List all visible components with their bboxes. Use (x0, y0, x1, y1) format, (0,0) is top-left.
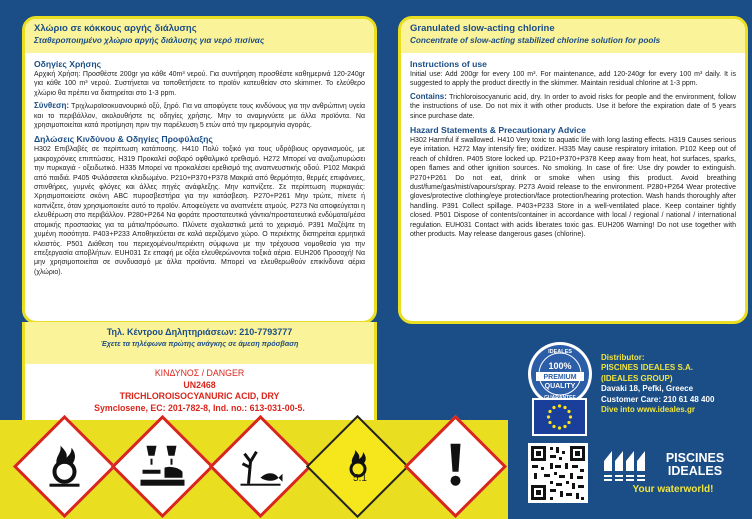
dead-tree-and-fish-icon (237, 441, 285, 487)
distributor-info (601, 353, 746, 415)
un-number: UN2468 (183, 379, 216, 390)
greek-subtitle: Σταθεροποιημένο χλώριο αργής διάλυσης για νερό πισίνας (34, 36, 265, 45)
distributor-phone: Customer Care: 210 61 48 400 (601, 394, 715, 404)
english-usage-text: Initial use: Add 200gr for every 100 m³. For maintenance, add 120-240gr for every 100 m³ daily. It is suggested to apply the product directly in the skimmer. Maintain residual chlorine at 1-3 ppm. (410, 71, 736, 88)
distributor-website[interactable]: Dive into www.ideales.gr (601, 405, 695, 415)
english-info-panel (398, 16, 748, 324)
qr-code[interactable] (528, 443, 588, 503)
distributor-label: Distributor: (601, 353, 645, 362)
distributor-group: (IDEALES GROUP) (601, 373, 673, 383)
poison-center-note: Έχετε τα τηλέφωνα πρώτης ανάγκης σε άμεση πρόσβαση (100, 339, 299, 348)
english-usage-heading: Instructions of use (410, 59, 487, 69)
greek-title: Χλώριο σε κόκκους αργής διάλυσης (34, 23, 197, 34)
distributor-name: PISCINES IDEALES S.A. (601, 363, 694, 373)
badge-top-text: IDEALES (548, 349, 572, 355)
english-contents-text: Trichloroisocyanuric acid, dry. In order to avoid risks for people and the environment, follow the instructions of use. Do not mix it with other products. Use it before the expiration date of 5 years since purchase date. (410, 93, 736, 120)
logo-line2: IDEALES (667, 464, 723, 478)
exclamation-mark-icon (446, 441, 466, 487)
badge-line1: PREMIUM (543, 374, 577, 381)
greek-info-panel (22, 16, 377, 324)
danger-box (22, 364, 377, 420)
danger-signal-word: ΚΙΝΔΥΝΟΣ / DANGER (154, 368, 245, 378)
greek-hazard-text: H302 Επιβλαβές σε περίπτωση κατάποσης. H410 Πολύ τοξικό για τους υδρόβιους οργανισμούς, με μακροχρόνιες επιπτώσεις. H319 Προκαλεί σοβαρό οφθαλμικό ερεθισμό. H272 Μπορεί να αναζωπυρώσει την πυρκαγιά - οξειδωτικό. H335 Μπορεί να προκαλέσει ερεθισμό της αναπνευστικής οδού. P102 Μακριά από παιδιά. P405 Φυλάσσεται κλειδωμένο. P210+P370+P378 Μακριά από θερμότητα, θερμές επιφάνειες, σπινθήρες, γυμνές φλόγες και άλλες πηγές ανάφλεξης. Μην καπνίζετε. Σε περίπτωση πυρκαγιάς: Χρησιμοποιείστε σκόνη ABC πυροσβεστήρα για την κατάσβεση. P270+P261 Μην τρώτε, πίνετε ή καπνίζετε, όταν χρησιμοποιείτε αυτό το προϊόν. Αποφεύγετε να αναπνέετε ατμούς. P273 Να αποφεύγεται η ελευθέρωση στο περιβάλλον. P280+P264 Να φοράτε προστατευτικά γάντια/προστατευτικά ενδύματα/μέσα ατομικής προστασίας για τα μάτια/πρόσωπο. Πλύνετε σχολαστικά μετά το χειρισμό. P391 Μαζέψτε τη χυμένη ποσότητα. P403+P233 Αποθηκεύεται σε καλά αεριζόμενο χώρο. Ο περιέκτης διατηρείται ερμητικά κλειστός. P501 Διάθεση του περιεχομένου/περιέκτη σύμφωνα με την τρέχουσα νομοθεσία για την επεξεργασία αποβλήτων. EUH031 Σε επαφή με οξέα ελευθερώνονται τοξικά αέρια. EUH206 Προσοχή! Να μην χρησιμοποιείται σε συνδυασμό με άλλα προϊόντα. Μπορεί να ελευθερωθούν επικίνδυνα αέρια (χλώριο). (34, 146, 365, 276)
greek-usage-heading: Οδηγίες Χρήσης (34, 59, 102, 69)
greek-composition-text: Τριχλωροϊσοκυανουρικό οξύ, ξηρό. Για να αποφύγετε τους κινδύνους για την ανθρώπινη υγεία και το περιβάλλον, ακολουθήστε τις οδηγίες χρήσης. Μην το αναμιγνύετε με άλλα προϊόντα. Να χρησιμοποιείται κατά προτίμηση πριν την παρέλευση 5 ετών από την ημερομηνία αγοράς. (34, 103, 365, 130)
ideales-logo-icon (602, 445, 648, 483)
corrosion-icon (139, 441, 187, 487)
english-hazard-text: H302 Harmful if swallowed. H410 Very toxic to aquatic life with long lasting effects. H319 Causes serious eye irritation. H272 May intensify fire; oxidizer. H335 May cause respiratory irritation. P102 Keep out of reach of children. P405 Store locked up. P210+P370+P378 Keep away from heat, hot surfaces, sparks, open flames and other ignition sources. No smoking. In case of fire: Use dry powder to extinguish. P270+P261 Do not eat, drink or smoke when using this product. Avoid breathing dust/fume/gas/mist/vapours/spray. P273 Avoid release to the environment. P280+P264 Wear protective gloves/protective clothing/eye protection/face protection/hearing protection. Wash hands thoroughly after handling. P391 Collect spillage. P403+P233 Store in a well-ventilated place. Keep container tightly closed. P501 Dispose of contents/container in accordance with local / regional / national / international regulation. EUH031 Contact with acids liberates toxic gas. EUH206 Warning! Do not use together with other products. May release dangerous gases (chlorine). (410, 137, 736, 239)
distributor-address: Davaki 18, Pefki, Greece (601, 384, 694, 394)
greek-usage-text: Αρχική Χρήση: Προσθέστε 200gr για κάθε 40m³ νερού. Για συντήρηση προσθέστε καθημερινά 120-240gr για κάθε 100 m³ νερού. Συστήνεται να τοποθετήσετε το προϊόν κατευθείαν στο skimmer. Το ελεύθερο χλώριο θα πρέπει να διατηρείται στο 1-3 ppm. (34, 71, 365, 97)
flame-over-circle-icon (41, 441, 87, 487)
greek-panel-header (25, 19, 374, 53)
english-panel-header (401, 19, 745, 53)
substance-identifiers: Symclosene, EC: 201-782-8, Ind. no.: 613-031-00-5. (94, 402, 305, 413)
logo-line1: PISCINES (665, 451, 725, 465)
english-contents (410, 92, 736, 121)
eu-flag (532, 398, 587, 436)
greek-composition-label: Σύνθεση: (34, 101, 70, 111)
greek-composition (34, 101, 365, 130)
adr-class-number: 5.1 (353, 473, 367, 484)
badge-percent: 100% (548, 361, 572, 371)
english-title: Granulated slow-acting chlorine (410, 23, 555, 34)
greek-hazard-heading: Δηλώσεις Κινδύνου & Οδηγίες Προφύλαξης (34, 134, 213, 145)
substance-name: TRICHLOROISOCYANURIC ACID, DRY (119, 391, 280, 401)
logo-tagline: Your waterworld! (632, 484, 714, 495)
poison-center-phone: Τηλ. Κέντρου Δηλητηριάσεων: 210-7793777 (106, 327, 293, 337)
poison-center-box (22, 322, 377, 364)
english-hazard-heading: Hazard Statements & Precautionary Advice (410, 125, 586, 136)
eu-stars-icon (534, 400, 585, 434)
english-subtitle: Concentrate of slow-acting stabilized chlorine solution for pools (410, 36, 661, 45)
logo-wordmark (644, 452, 746, 478)
english-contents-label: Contains: (410, 91, 447, 101)
badge-line2: QUALITY (544, 383, 576, 390)
